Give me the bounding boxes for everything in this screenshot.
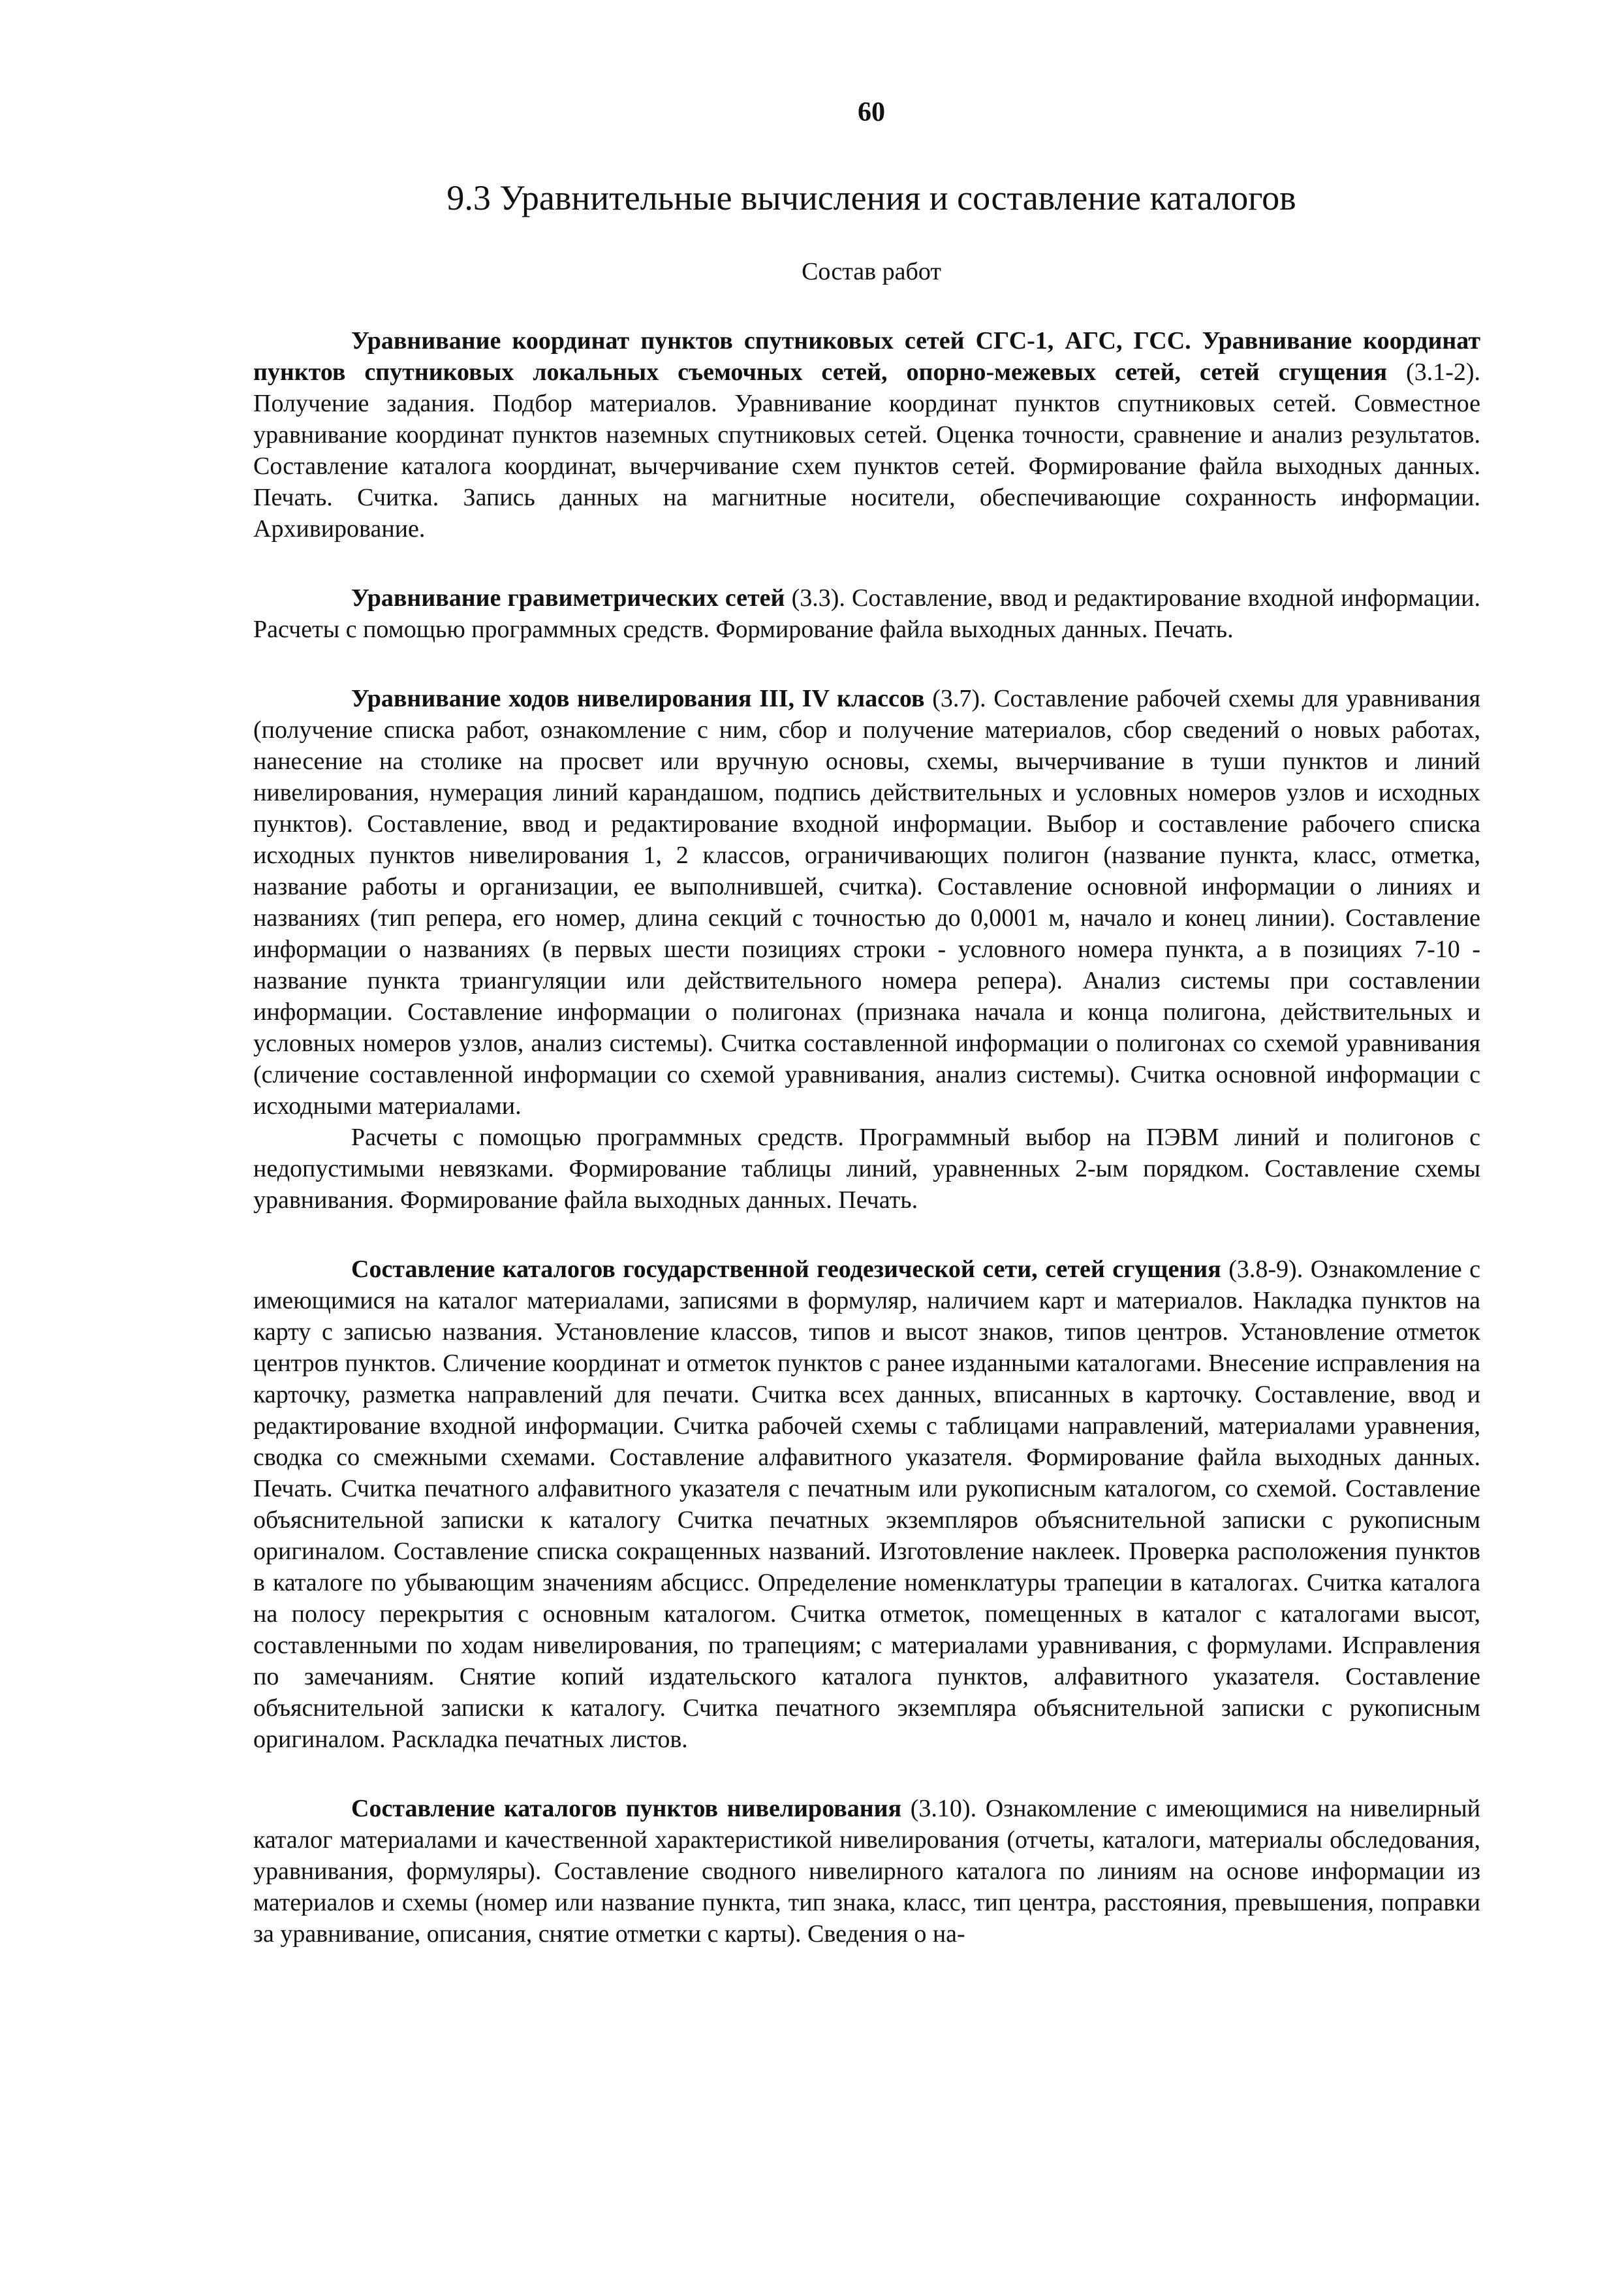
paragraph-calculations [253,1122,1480,1216]
page-number: 60 [858,97,885,127]
paragraph-lead: Уравнивание координат пунктов спутниковых сетей СГС-1, АГС, ГСС. Уравнивание координат пунктов спутниковых локальных съемочных сетей, опорно-межевых сетей, сетей сгущения [253,327,1480,386]
paragraph-text: (3.8-9). Ознакомление с имеющимися на каталог материалами, записями в формуляр, наличием карт и материалов. Накладка пунктов на карту с записью названия. Установление классов, типов и высот знаков, типов центров. Установление отметок центров пунктов. Сличение координат и отметок пунктов с ранее изданными каталогами. Внесение исправления на карточку, разметка направлений для печати. Считка всех данных, вписанных в карточку. Составление, ввод и редактирование входной информации. Считка рабочей схемы с таблицами направлений, материалами уравнения, сводка со смежными схемами. Составление алфавитного указателя. Формирование файла выходных данных. Печать. Считка печатного алфавитного указателя с печатным или рукописным каталогом, со схемой. Составление объяснительной записки к каталогу Считка печатных экземпляров объяснительной записки с рукописным оригиналом. Составление списка сокращенных названий. Изготовление наклеек. Проверка расположения пунктов в каталоге по убывающим значениям абсцисс. Определение номенклатуры трапеции в каталогах. Считка каталога на полосу перекрытия с основным каталогом. Считка отметок, помещенных в каталог с каталогами высот, составленными по ходам нивелирования, по трапециям; с материалами уравнивания, с формулами. Исправления по замечаниям. Снятие копий издательского каталога пунктов, алфавитного указателя. Составление объяснительной записки к каталогу. Считка печатного экземпляра объяснительной записки с рукописным оригиналом. Раскладка печатных листов. [253,1256,1480,1753]
paragraph-gravimetric-networks [253,582,1480,645]
paragraph-lead: Уравнивание ходов нивелирования III, IV классов [351,685,925,712]
section-title: 9.3 Уравнительные вычисления и составление каталогов [446,178,1296,217]
paragraph-satellite-networks [253,325,1480,545]
paragraph-geodetic-catalogs [253,1254,1480,1755]
paragraph-text: (3.1-2). Получение задания. Подбор материалов. Уравнивание координат пунктов спутниковых сетей. Совместное уравнивание координат пунктов наземных спутниковых сетей. Оценка точности, сравнение и анализ результатов. Составление каталога координат, вычерчивание схем пунктов сетей. Формирование файла выходных данных. Печать. Считка. Запись данных на магнитные носители, обеспечивающие сохранность информации. Архивирование. [253,358,1481,543]
document-body [253,325,1480,1950]
paragraph-lead: Уравнивание гравиметрических сетей [351,584,785,612]
paragraph-text: Расчеты с помощью программных средств. Программный выбор на ПЭВМ линий и полигонов с недопустимыми невязками. Формирование таблицы линий, уравненных 2-ым порядком. Составление схемы уравнивания. Формирование файла выходных данных. Печать. [253,1124,1480,1214]
paragraph-lead: Составление каталогов государственной геодезической сети, сетей сгущения [351,1256,1221,1283]
paragraph-text: (3.3). Составление, ввод и редактирование входной информации. Расчеты с помощью программных средств. Формирование файла выходных данных. Печать. [253,584,1480,643]
paragraph-lead: Составление каталогов пунктов нивелирования [351,1795,902,1822]
paragraph-leveling-catalogs [253,1793,1480,1950]
paragraph-text: (3.10). Ознакомление с имеющимися на нивелирный каталог материалами и качественной характеристикой нивелирования (отчеты, каталоги, материалы обследования, уравнивания, формуляры). Составление сводного нивелирного каталога по линиям на основе информации из материалов и схемы (номер или название пункта, тип знака, класс, тип центра, расстояния, превышения, поправки за уравнивание, описания, снятие отметки с карты). Сведения о на- [253,1795,1480,1948]
paragraph-leveling-traverses [253,683,1480,1122]
works-subtitle: Состав работ [802,258,941,285]
paragraph-text: (3.7). Составление рабочей схемы для уравнивания (получение списка работ, ознакомление с ним, сбор и получение материалов, сбор сведений о новых работах, нанесение на столике на просвет или вручную основы, схемы, вычерчивание в туши пунктов и линий нивелирования, нумерация линий карандашом, подпись действительных и условных номеров узлов и исходных пунктов). Составление, ввод и редактирование входной информации. Выбор и составление рабочего списка исходных пунктов нивелирования 1, 2 классов, ограничивающих полигон (название пункта, класс, отметка, название работы и организации, ее выполнившей, считка). Составление основной информации о линиях и названиях (тип репера, его номер, длина секций с точностью до 0,0001 м, начало и конец линии). Составление информации о названиях (в первых шести позициях строки - условного номера пункта, а в позициях 7-10 - название пункта триангуляции или действительного номера репера). Анализ системы при составлении информации. Составление информации о полигонах (признака начала и конца полигона, действительных и условных номеров узлов, анализ системы). Считка составленной информации о полигонах со схемой уравнивания (сличение составленной информации со схемой уравнивания, анализ системы). Считка основной информации с исходными материалами. [253,685,1480,1120]
